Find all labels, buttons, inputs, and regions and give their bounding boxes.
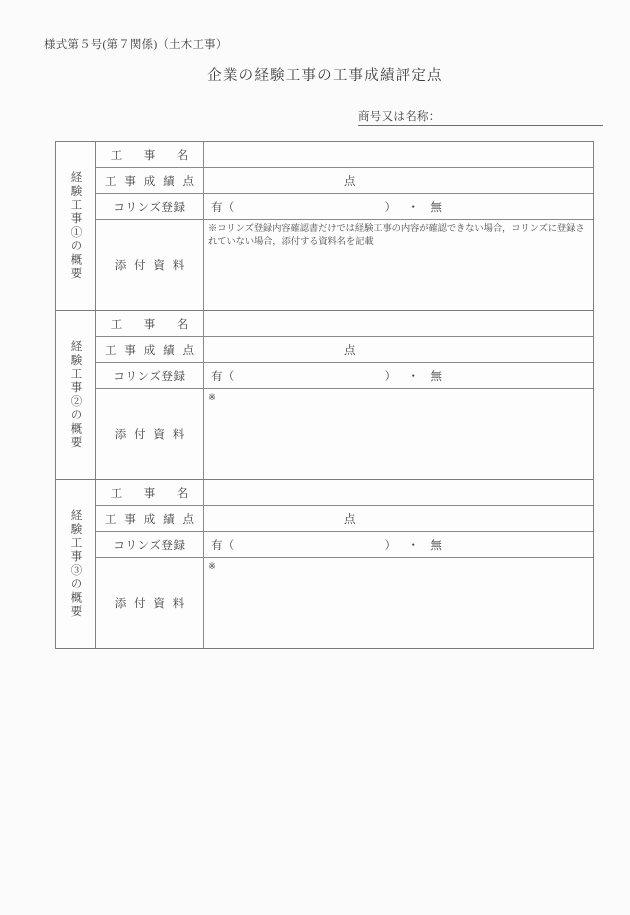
field-work-score-1[interactable] xyxy=(204,168,593,193)
row-label-work-score xyxy=(96,337,204,362)
score-unit-label: 点 xyxy=(344,175,356,188)
field-attachment-2[interactable] xyxy=(204,389,593,479)
company-name-input[interactable] xyxy=(441,112,603,126)
table-row xyxy=(96,311,593,337)
row-label-work-name xyxy=(96,311,204,336)
attachment-note-3: ※ xyxy=(208,562,216,572)
block-2-label-text: 経験工事②の概要 xyxy=(69,340,82,450)
experience-works-table xyxy=(55,141,594,649)
field-attachment-3[interactable] xyxy=(204,558,593,648)
table-row xyxy=(96,558,593,648)
corins-separator: ・ xyxy=(407,370,420,383)
table-row xyxy=(96,480,593,506)
row-label-text: コリンズ登録 xyxy=(113,539,186,552)
row-label-text: 工 事 成 績 点 xyxy=(105,344,197,357)
row-label-text: 工 事 成 績 点 xyxy=(105,513,197,526)
table-row xyxy=(96,168,593,194)
company-name-line xyxy=(358,108,603,126)
row-label-work-score xyxy=(96,168,204,193)
form-code: 様式第５号(第７関係)（土木工事） xyxy=(44,39,228,51)
field-attachment-1[interactable] xyxy=(204,220,593,310)
corins-separator: ・ xyxy=(407,539,420,552)
field-work-name-3[interactable] xyxy=(204,480,593,505)
row-label-attachment xyxy=(96,220,204,310)
row-label-text: 工 事 名 xyxy=(110,318,194,331)
row-label-attachment xyxy=(96,389,204,479)
experience-block-3 xyxy=(56,480,593,649)
table-row xyxy=(96,337,593,363)
field-work-score-2[interactable] xyxy=(204,337,593,362)
field-work-score-3[interactable] xyxy=(204,506,593,531)
corins-no-label: 無 xyxy=(430,370,443,383)
corins-paren-close: ） xyxy=(384,201,397,214)
corins-yes-label: 有（ xyxy=(211,539,235,552)
field-corins-2[interactable] xyxy=(204,363,593,388)
corins-no-label: 無 xyxy=(430,201,443,214)
field-work-name-2[interactable] xyxy=(204,311,593,336)
block-2-rows xyxy=(96,311,593,479)
row-label-text: コリンズ登録 xyxy=(113,201,186,214)
row-label-work-score xyxy=(96,506,204,531)
table-row xyxy=(96,142,593,168)
attachment-note-2: ※ xyxy=(208,393,216,403)
table-row xyxy=(96,389,593,479)
row-label-attachment xyxy=(96,558,204,648)
field-work-name-1[interactable] xyxy=(204,142,593,167)
corins-paren-close: ） xyxy=(384,539,397,552)
table-row xyxy=(96,506,593,532)
block-2-vertical-label xyxy=(56,311,96,479)
row-label-text: 添 付 資 料 xyxy=(114,260,187,272)
row-label-corins xyxy=(96,363,204,388)
corins-yes-label: 有（ xyxy=(211,370,235,383)
block-3-vertical-label xyxy=(56,480,96,648)
experience-block-1 xyxy=(56,142,593,311)
row-label-corins xyxy=(96,532,204,557)
corins-paren-close: ） xyxy=(384,370,397,383)
score-unit-label: 点 xyxy=(344,513,356,526)
page-title: 企業の経験工事の工事成績評定点 xyxy=(207,68,443,84)
row-label-text: 工 事 名 xyxy=(110,149,194,162)
table-row xyxy=(96,220,593,310)
block-3-label-text: 経験工事③の概要 xyxy=(69,509,82,619)
corins-no-label: 無 xyxy=(430,539,443,552)
block-1-rows xyxy=(96,142,593,310)
experience-block-2 xyxy=(56,311,593,480)
row-label-text: 添 付 資 料 xyxy=(114,598,187,610)
block-3-rows xyxy=(96,480,593,648)
row-label-work-name xyxy=(96,142,204,167)
row-label-text: コリンズ登録 xyxy=(113,370,186,383)
table-row xyxy=(96,532,593,558)
row-label-corins xyxy=(96,194,204,219)
row-label-work-name xyxy=(96,480,204,505)
table-row xyxy=(96,194,593,220)
attachment-note-1: ※コリンズ登録内容確認書だけでは経験工事の内容が確認できない場合，コリンズに登録されていない場合，添付する資料名を記載 xyxy=(208,224,585,248)
corins-separator: ・ xyxy=(407,201,420,214)
row-label-text: 添 付 資 料 xyxy=(114,429,187,441)
table-row xyxy=(96,363,593,389)
company-name-label: 商号又は名称： xyxy=(358,108,441,126)
block-1-label-text: 経験工事①の概要 xyxy=(69,171,82,281)
score-unit-label: 点 xyxy=(344,344,356,357)
block-1-vertical-label xyxy=(56,142,96,310)
row-label-text: 工 事 成 績 点 xyxy=(105,175,197,188)
field-corins-3[interactable] xyxy=(204,532,593,557)
row-label-text: 工 事 名 xyxy=(110,487,194,500)
field-corins-1[interactable] xyxy=(204,194,593,219)
corins-yes-label: 有（ xyxy=(211,201,235,214)
